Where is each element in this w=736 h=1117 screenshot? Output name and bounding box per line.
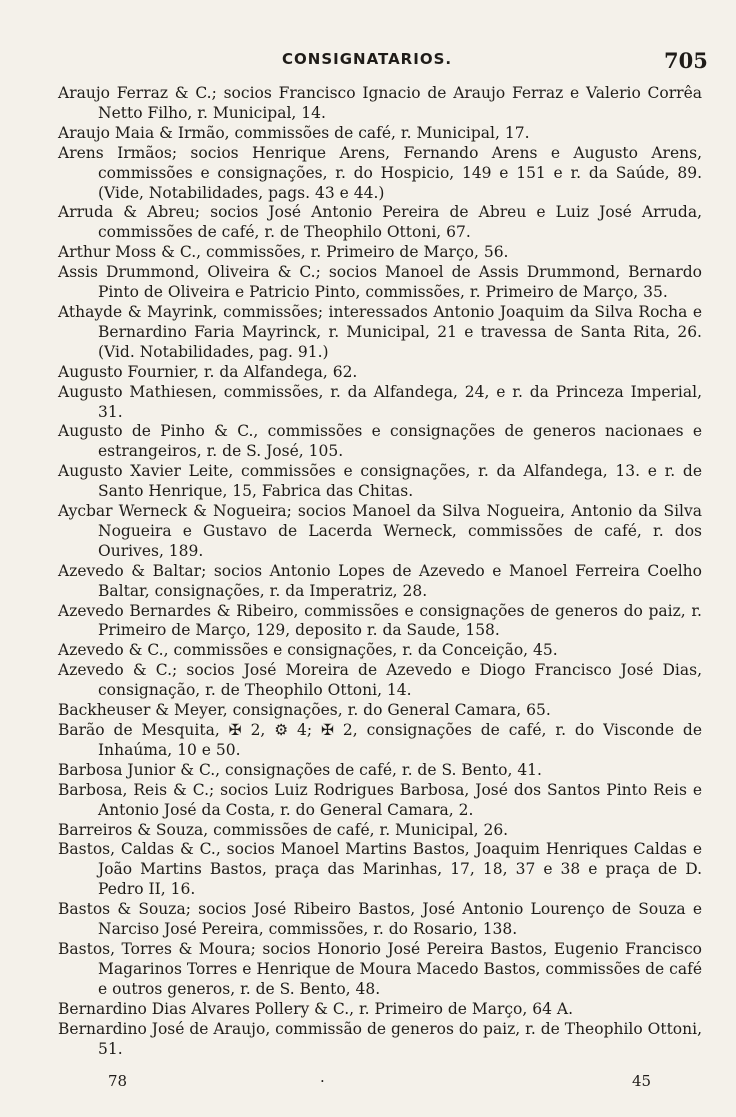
signature-mark-left: 78 [108,1072,128,1090]
directory-entry: Azevedo & C., commissões e consignações, r. da Conceição, 45. [58,641,558,660]
directory-entry: Bastos, Caldas & C., socios Manoel Martins Bastos, Joaquim Henriques Caldas e João Martins Bastos, praça das Marinhas, 17, 18, 37 e 38 e praça de D. Pedro II, 16. [58,840,702,899]
section-title: CONSIGNATARIOS. [282,50,453,68]
directory-entry: Aycbar Werneck & Nogueira; socios Manoel da Silva Nogueira, Antonio da Silva Nogueira e Gustavo de Lacerda Werneck, commissões de café, r. dos Ourives, 189. [58,502,702,560]
directory-entry: Barão de Mesquita, ✠ 2, ⚙ 4; ✠ 2, consignações de café, r. do Visconde de Inhaúma, 10 e 50. [58,721,702,759]
page-header [0,48,736,78]
directory-entry: Arens Irmãos; socios Henrique Arens, Fernando Arens e Augusto Arens, commissões e consignações, r. do Hospicio, 149 e 151 e r. da Saúde, 89. (Vide, Notabilidades, pags. 43 e 44.) [58,143,702,202]
directory-entry: Augusto de Pinho & C., commissões e consignações de generos nacionaes e estrangeiros, r. de S. José, 105. [58,422,702,461]
directory-entry: Augusto Fournier, r. da Alfandega, 62. [58,362,358,381]
directory-entries [58,84,702,1059]
directory-entry: Bastos, Torres & Moura; socios Honorio José Pereira Bastos, Eugenio Francisco Magarinos Torres e Henrique de Moura Macedo Bastos, commissões de café e outros generos, r. de S. Bento, 48. [58,939,702,998]
directory-entry: Barreiros & Souza, commissões de café, r. Municipal, 26. [58,820,509,839]
footer-dot: · [320,1072,325,1090]
signature-mark-right: 45 [632,1072,652,1090]
directory-entry: Bernardino Dias Alvares Pollery & C., r. Primeiro de Março, 64 A. [58,999,574,1018]
directory-entry: Bastos & Souza; socios José Ribeiro Bastos, José Antonio Lourenço de Souza e Narciso José Pereira, commissões, r. do Rosario, 138. [58,900,702,939]
directory-entry: Azevedo & C.; socios José Moreira de Azevedo e Diogo Francisco José Dias, consignação, r. de Theophilo Ottoni, 14. [58,661,702,700]
directory-entry: Barbosa, Reis & C.; socios Luiz Rodrigues Barbosa, José dos Santos Pinto Reis e Antonio José da Costa, r. do General Camara, 2. [58,780,702,819]
directory-entry: Augusto Xavier Leite, commissões e consignações, r. da Alfandega, 13. e r. de Santo Henrique, 15, Fabrica das Chitas. [58,462,702,501]
directory-entry: Barbosa Junior & C., consignações de café, r. de S. Bento, 41. [58,760,542,779]
directory-entry: Augusto Mathiesen, commissões, r. da Alfandega, 24, e r. da Princeza Imperial, 31. [58,382,702,421]
directory-entry: Assis Drummond, Oliveira & C.; socios Manoel de Assis Drummond, Bernardo Pinto de Oliveira e Patricio Pinto, commissões, r. Primeiro de Março, 35. [58,263,702,302]
directory-entry: Bernardino José de Araujo, commissão de generos do paiz, r. de Theophilo Ottoni, 51. [58,1019,703,1058]
directory-entry: Araujo Maia & Irmão, commissões de café, r. Municipal, 17. [58,123,530,142]
directory-entry: Azevedo Bernardes & Ribeiro, commissões e consignações de generos do paiz, r. Primeiro de Março, 129, deposito r. da Saude, 158. [58,601,702,640]
page-footer [0,1072,736,1096]
directory-entry: Athayde & Mayrink, commissões; interessados Antonio Joaquim da Silva Rocha e Bernardino Faria Mayrinck, r. Municipal, 21 e travessa de Santa Rita, 26. (Vid. Notabilidades, pag. 91.) [58,302,702,361]
directory-entry: Arthur Moss & C., commissões, r. Primeiro de Março, 56. [58,243,509,262]
directory-entry: Arruda & Abreu; socios José Antonio Pereira de Abreu e Luiz José Arruda, commissões de café, r. de Theophilo Ottoni, 67. [58,203,702,242]
directory-entry: Azevedo & Baltar; socios Antonio Lopes de Azevedo e Manoel Ferreira Coelho Baltar, consignações, r. da Imperatriz, 28. [58,561,702,600]
directory-entry: Backheuser & Meyer, consignações, r. do General Camara, 65. [58,701,551,720]
directory-entry: Araujo Ferraz & C.; socios Francisco Ignacio de Araujo Ferraz e Valerio Corrêa Netto Filho, r. Municipal, 14. [58,84,702,122]
page-number: 705 [664,48,708,73]
